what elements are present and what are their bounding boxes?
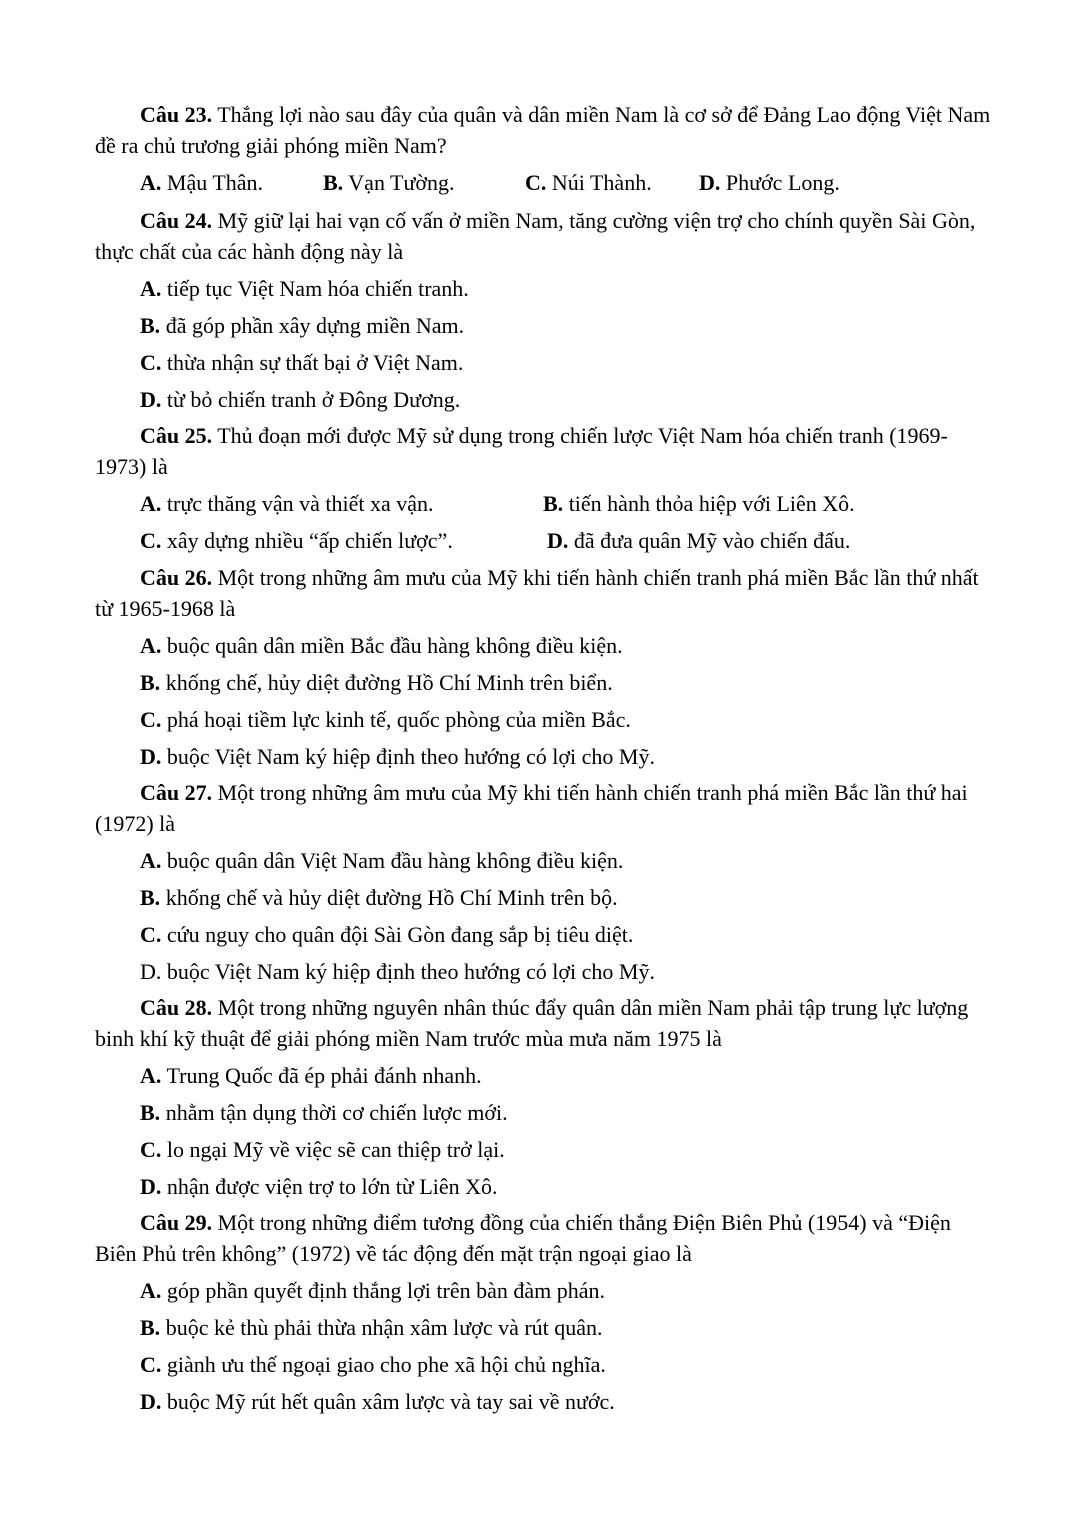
option-a: A. Trung Quốc đã ép phải đánh nhanh.: [140, 1063, 482, 1088]
question-label: Câu 27.: [140, 780, 213, 805]
option-row: [95, 489, 995, 526]
question-label: Câu 24.: [140, 208, 213, 233]
question-28: [95, 992, 995, 1209]
question-text: Một trong những nguyên nhân thúc đẩy quân dân miền Nam phải tập trung lực lượng binh khí kỹ thuật để giải phóng miền Nam trước mùa mưa năm 1975 là: [95, 995, 969, 1051]
option-c: C. Núi Thành.: [525, 170, 652, 195]
option-b: B. buộc kẻ thù phải thừa nhận xâm lược và rút quân.: [140, 1315, 603, 1340]
question-23: [95, 99, 995, 205]
question-24: [95, 205, 995, 422]
question-text: Thắng lợi nào sau đây của quân và dân miền Nam là cơ sở để Đảng Lao động Việt Nam đề ra chủ trương giải phóng miền Nam?: [95, 102, 991, 158]
question-25: [95, 420, 995, 563]
question-29: [95, 1207, 995, 1424]
option-d: D. Phước Long.: [699, 170, 840, 195]
option-a: A. Mậu Thân.: [140, 170, 264, 195]
question-stem: [95, 420, 995, 482]
option-d: D. buộc Việt Nam ký hiệp định theo hướng có lợi cho Mỹ.: [140, 744, 655, 769]
option-b: B. khống chế và hủy diệt đường Hồ Chí Minh trên bộ.: [140, 885, 618, 910]
option-c: C. thừa nhận sự thất bại ở Việt Nam.: [140, 350, 464, 375]
question-stem: [95, 562, 995, 624]
question-27: [95, 777, 995, 994]
question-26: [95, 562, 995, 779]
option-c: C. giành ưu thế ngoại giao cho phe xã hội chủ nghĩa.: [140, 1352, 606, 1377]
option-b: B. nhằm tận dụng thời cơ chiến lược mới.: [140, 1100, 508, 1125]
option-c: C. cứu nguy cho quân đội Sài Gòn đang sắp bị tiêu diệt.: [140, 922, 634, 947]
option-b: B. tiến hành thỏa hiệp với Liên Xô.: [543, 491, 855, 516]
option-d: D. buộc Mỹ rút hết quân xâm lược và tay sai về nước.: [140, 1389, 615, 1414]
question-text: Một trong những điểm tương đồng của chiến thắng Điện Biên Phủ (1954) và “Điện Biên Phủ trên không” (1972) về tác động đến mặt trận ngoại giao là: [95, 1210, 951, 1266]
option-a: A. buộc quân dân miền Bắc đầu hàng không điều kiện.: [140, 633, 623, 658]
option-a: A. trực thăng vận và thiết xa vận.: [140, 491, 434, 516]
option-a: A. góp phần quyết định thắng lợi trên bàn đàm phán.: [140, 1278, 605, 1303]
question-stem: [95, 777, 995, 839]
question-text: Thủ đoạn mới được Mỹ sử dụng trong chiến lược Việt Nam hóa chiến tranh (1969-1973) là: [95, 423, 948, 479]
option-d: D. từ bỏ chiến tranh ở Đông Dương.: [140, 387, 461, 412]
question-text: Một trong những âm mưu của Mỹ khi tiến hành chiến tranh phá miền Bắc lần thứ hai (1972) là: [95, 780, 968, 836]
question-stem: [95, 205, 995, 267]
option-c: C. xây dựng nhiều “ấp chiến lược”.: [140, 528, 453, 553]
option-b: B. khống chế, hủy diệt đường Hồ Chí Minh trên biển.: [140, 670, 613, 695]
option-b: B. đã góp phần xây dựng miền Nam.: [140, 313, 465, 338]
question-stem: [95, 1207, 995, 1269]
option-a: A. tiếp tục Việt Nam hóa chiến tranh.: [140, 276, 469, 301]
option-c: C. phá hoại tiềm lực kinh tế, quốc phòng của miền Bắc.: [140, 707, 631, 732]
question-stem: [95, 99, 995, 161]
option-d: D. nhận được viện trợ to lớn từ Liên Xô.: [140, 1174, 498, 1199]
option-row: [95, 168, 995, 205]
option-d: D. đã đưa quân Mỹ vào chiến đấu.: [547, 528, 851, 553]
question-text: Một trong những âm mưu của Mỹ khi tiến hành chiến tranh phá miền Bắc lần thứ nhất từ 1965-1968 là: [95, 565, 979, 621]
option-b: B. Vạn Tường.: [323, 170, 455, 195]
option-row: [95, 526, 995, 563]
question-label: Câu 29.: [140, 1210, 213, 1235]
question-stem: [95, 992, 995, 1054]
question-label: Câu 25.: [140, 423, 213, 448]
option-c: C. lo ngại Mỹ về việc sẽ can thiệp trở lại.: [140, 1137, 505, 1162]
question-label: Câu 26.: [140, 565, 213, 590]
option-a: A. buộc quân dân Việt Nam đầu hàng không điều kiện.: [140, 848, 624, 873]
question-text: Mỹ giữ lại hai vạn cố vấn ở miền Nam, tăng cường viện trợ cho chính quyền Sài Gòn, thực chất của các hành động này là: [95, 208, 976, 264]
option-d: D. buộc Việt Nam ký hiệp định theo hướng có lợi cho Mỹ.: [140, 959, 655, 984]
question-label: Câu 23.: [140, 102, 213, 127]
question-label: Câu 28.: [140, 995, 213, 1020]
